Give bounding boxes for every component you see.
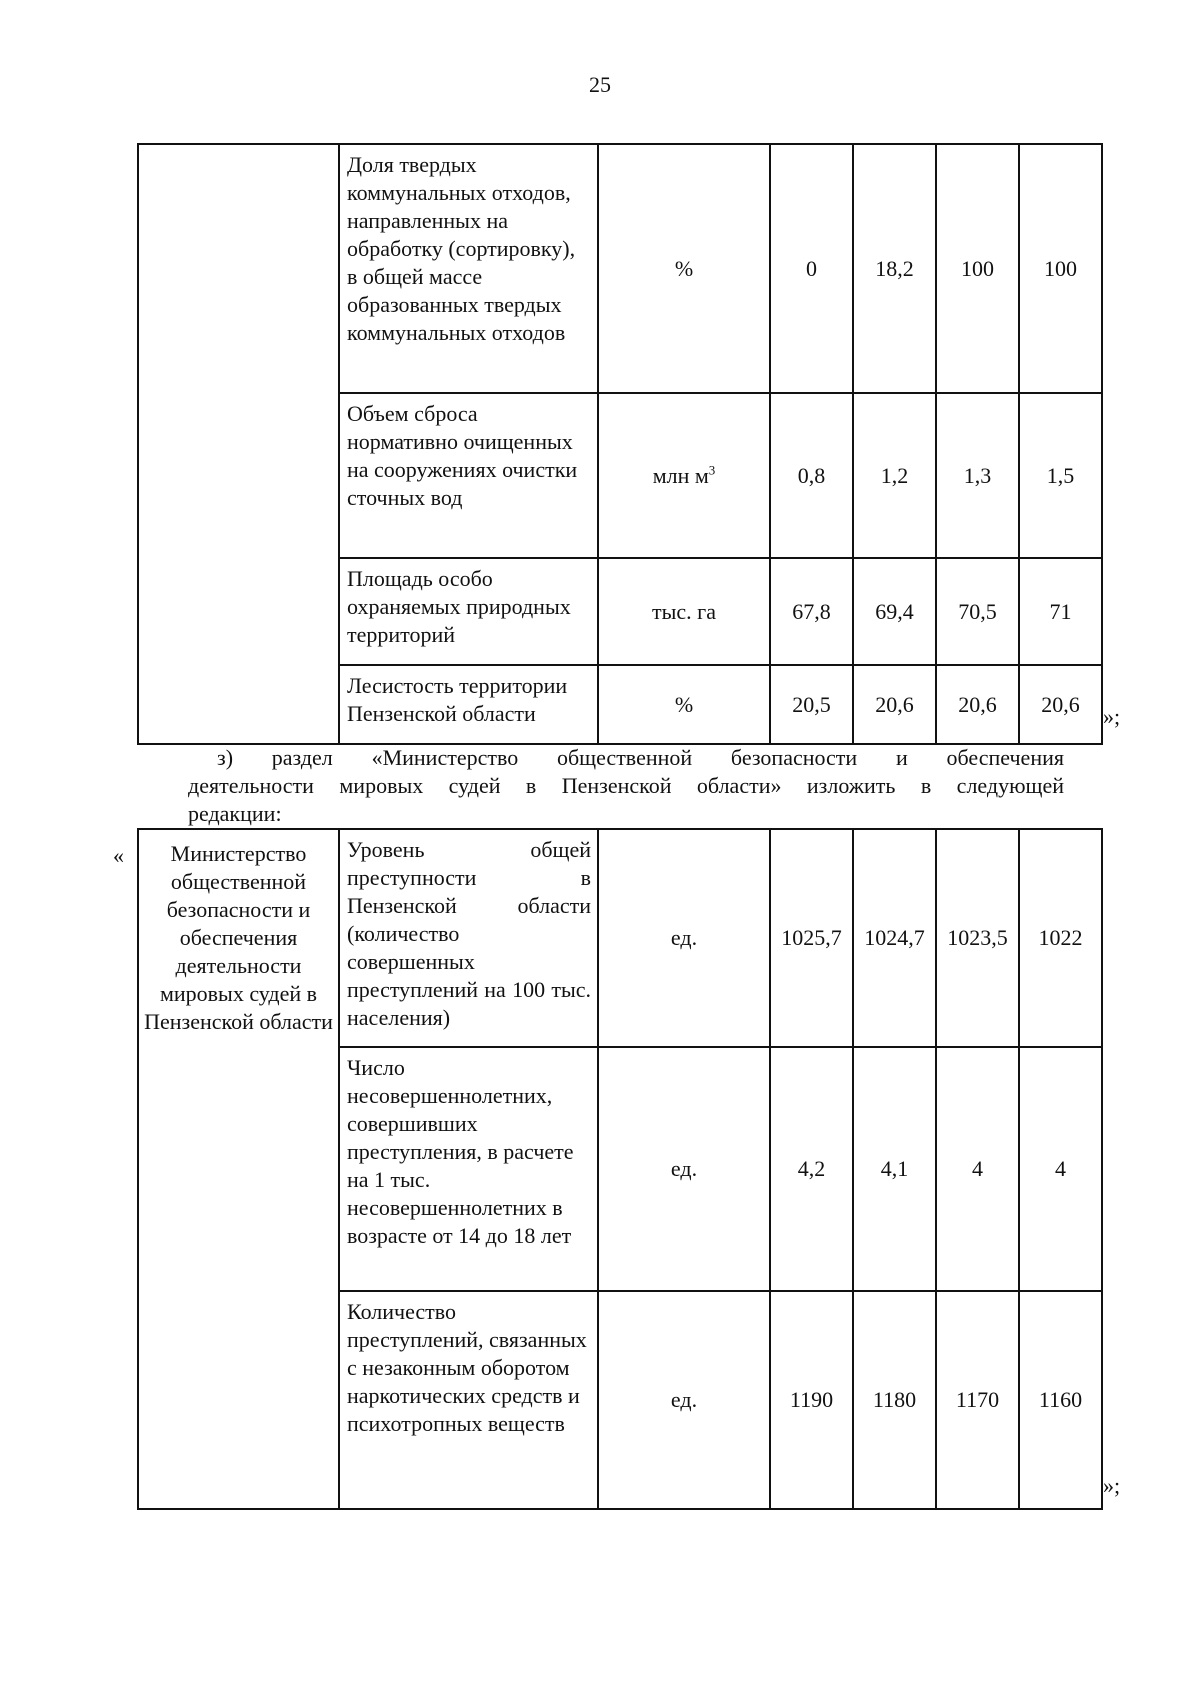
value-cell: 1160 — [1019, 1291, 1102, 1509]
indicator-cell: Уровень общей преступности в Пензенской области (количество совершенных преступлений на 100 тыс. населения) — [339, 829, 598, 1047]
amendment-paragraph — [188, 744, 1064, 828]
indicator-cell: Количество преступлений, связанных с незаконным оборотом наркотических средств и психотропных веществ — [339, 1291, 598, 1509]
unit-cell: ед. — [598, 1291, 770, 1509]
value-cell: 20,6 — [936, 665, 1019, 744]
paragraph-line: з) раздел «Министерство общественной безопасности и обеспечения — [217, 745, 1064, 770]
page-number: 25 — [589, 72, 611, 97]
value-cell: 1,5 — [1019, 393, 1102, 558]
table-row — [138, 829, 1102, 1047]
value-cell: 20,6 — [1019, 665, 1102, 744]
unit-superscript: 3 — [708, 462, 716, 478]
unit-text: млн м — [652, 462, 709, 488]
value-cell: 1,3 — [936, 393, 1019, 558]
value-cell: 1180 — [853, 1291, 936, 1509]
table-row — [138, 144, 1102, 393]
indicators-table-ecology — [137, 143, 1103, 745]
value-cell: 20,5 — [770, 665, 853, 744]
value-cell: 18,2 — [853, 144, 936, 393]
unit-cell: ед. — [598, 829, 770, 1047]
value-cell: 67,8 — [770, 558, 853, 665]
indicator-cell: Доля твердых коммунальных отходов, направленных на обработку (сортировку), в общей массе образованных твердых коммунальных отходов — [339, 144, 598, 393]
value-cell: 4,1 — [853, 1047, 936, 1291]
value-cell: 1170 — [936, 1291, 1019, 1509]
unit-cell: тыс. га — [598, 558, 770, 665]
value-cell: 4,2 — [770, 1047, 853, 1291]
organization-cell: Министерство общественной безопасности и обеспечения деятельности мировых судей в Пензенской области — [138, 829, 339, 1509]
value-cell: 1024,7 — [853, 829, 936, 1047]
indicator-cell: Число несовершеннолетних, совершивших преступления, в расчете на 1 тыс. несовершеннолетних в возрасте от 14 до 18 лет — [339, 1047, 598, 1291]
indicators-table-public-safety — [137, 828, 1103, 1510]
value-cell: 1,2 — [853, 393, 936, 558]
opening-quote-mark: « — [113, 843, 124, 868]
closing-quote-mark: »; — [1103, 1473, 1121, 1498]
value-cell: 71 — [1019, 558, 1102, 665]
value-cell: 1025,7 — [770, 829, 853, 1047]
value-cell: 1023,5 — [936, 829, 1019, 1047]
unit-cell: ед. — [598, 1047, 770, 1291]
unit-cell — [598, 393, 770, 558]
unit-cell: % — [598, 665, 770, 744]
value-cell: 69,4 — [853, 558, 936, 665]
value-cell: 100 — [936, 144, 1019, 393]
organization-cell-empty — [138, 144, 339, 744]
value-cell: 0 — [770, 144, 853, 393]
value-cell: 1022 — [1019, 829, 1102, 1047]
indicator-cell: Объем сброса нормативно очищенных на сооружениях очистки сточных вод — [339, 393, 598, 558]
indicator-cell: Площадь особо охраняемых природных территорий — [339, 558, 598, 665]
indicator-cell: Лесистость территории Пензенской области — [339, 665, 598, 744]
value-cell: 1190 — [770, 1291, 853, 1509]
value-cell: 4 — [1019, 1047, 1102, 1291]
unit-cell: % — [598, 144, 770, 393]
closing-quote-mark: »; — [1103, 704, 1121, 729]
value-cell: 4 — [936, 1047, 1019, 1291]
value-cell: 70,5 — [936, 558, 1019, 665]
paragraph-line: деятельности мировых судей в Пензенской области» изложить в следующей — [188, 773, 1064, 798]
value-cell: 0,8 — [770, 393, 853, 558]
value-cell: 20,6 — [853, 665, 936, 744]
paragraph-line: редакции: — [188, 801, 282, 826]
value-cell: 100 — [1019, 144, 1102, 393]
